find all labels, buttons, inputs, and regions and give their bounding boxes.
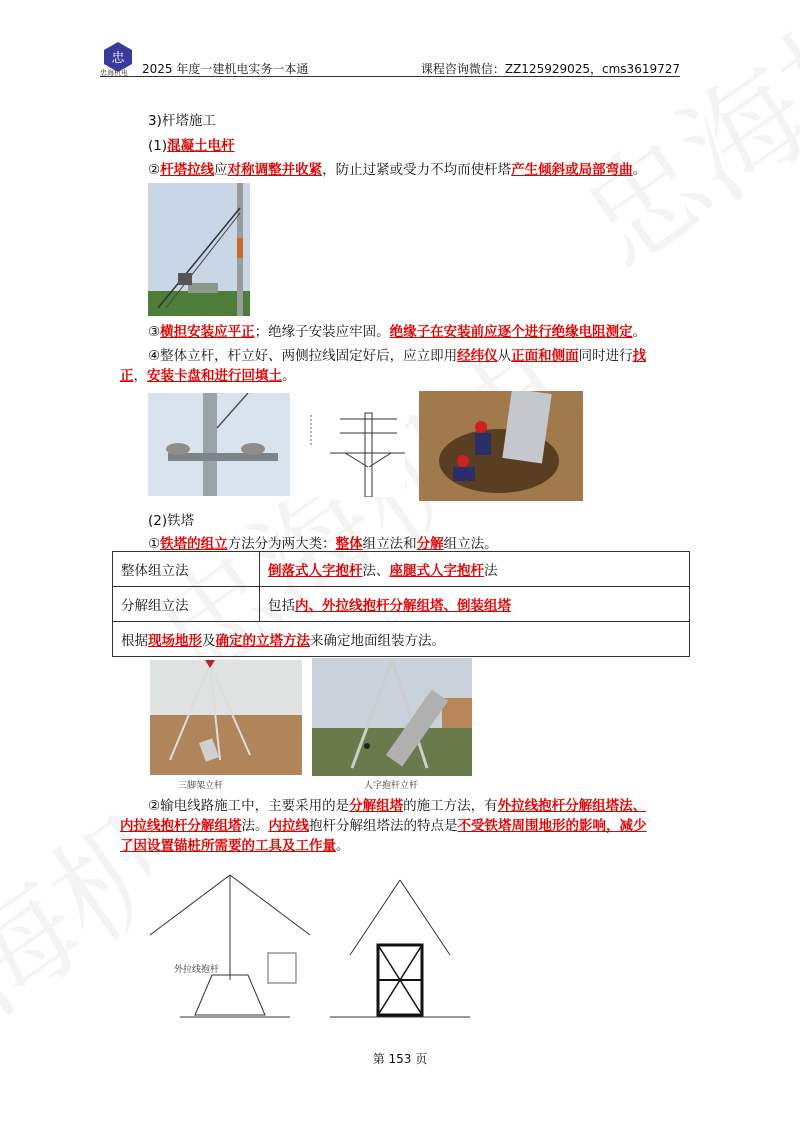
page-header — [100, 40, 680, 77]
paragraph-guy-wire: ②杆塔拉线应对称调整并收紧，防止过紧或受力不均而使杆塔产生倾斜或局部弯曲。 — [148, 162, 647, 178]
section-heading: 3)杆塔施工 — [148, 113, 216, 129]
row-label: 整体组立法 — [113, 552, 260, 587]
contact-info: 课程咨询微信：ZZ125929025，cms3619727 — [420, 62, 680, 76]
tripod-caption: 三脚架立杆 — [178, 781, 224, 791]
crossarm-insulator-photo — [148, 393, 290, 496]
diagram-label: 外拉线抱杆 — [174, 965, 220, 975]
a-frame-caption: 人字抱杆立杆 — [364, 781, 419, 791]
subsection-concrete-pole: (1)混凝土电杆 — [148, 138, 235, 154]
paragraph-crossarm: ③横担安装应平正；绝缘子安装应牢固。绝缘子在安装前应逐个进行绝缘电阻测定。 — [148, 324, 647, 340]
paragraph-tower-assembly: ①铁塔的组立方法分为两大类：整体组立法和分解组立法。 — [148, 536, 498, 552]
svg-text:忠: 忠 — [111, 51, 125, 66]
row-value: 倒落式人字抱杆法、座腿式人字抱杆法 — [260, 552, 690, 587]
a-frame-erection-photo — [312, 658, 472, 776]
paragraph-split-assembly: ②输电线路施工中，主要采用的是分解组塔的施工方法，有外拉线抱杆分解组塔法、内拉线抱杆分解组塔法。内拉线抱杆分解组塔法的特点是不受铁塔周围地形的影响，减少了因设置锚桩所需要的工具及工作量。 — [120, 798, 647, 854]
subsection-iron-tower: (2)铁塔 — [148, 513, 195, 529]
table-row — [113, 587, 690, 622]
crossarm-diagram — [305, 405, 405, 497]
row-note: 根据现场地形及确定的立塔方法来确定地面组装方法。 — [113, 622, 690, 657]
assembly-method-table — [112, 551, 690, 657]
row-label: 分解组立法 — [113, 587, 260, 622]
pole-backfill-photo — [419, 391, 583, 501]
pole-guy-wire-photo — [148, 183, 250, 316]
row-value: 包括内、外拉线抱杆分解组塔、倒装组塔 — [260, 587, 690, 622]
internal-guy-pole-diagram — [330, 865, 470, 1023]
table-row — [113, 552, 690, 587]
logo-text: 忠海机电 — [100, 69, 128, 77]
external-guy-pole-diagram — [150, 865, 318, 1023]
table-row — [113, 622, 690, 657]
paragraph-pole-erection: ④整体立杆，杆立好、两侧拉线固定好后，应立即用经纬仪从正面和侧面同时进行找正，安装卡盘和进行回填土。 — [120, 348, 647, 384]
page-number: 第 153 页 — [372, 1052, 428, 1066]
tripod-erection-photo — [150, 660, 302, 775]
document-title: 2025 年度一建机电实务一本通 — [142, 62, 309, 76]
